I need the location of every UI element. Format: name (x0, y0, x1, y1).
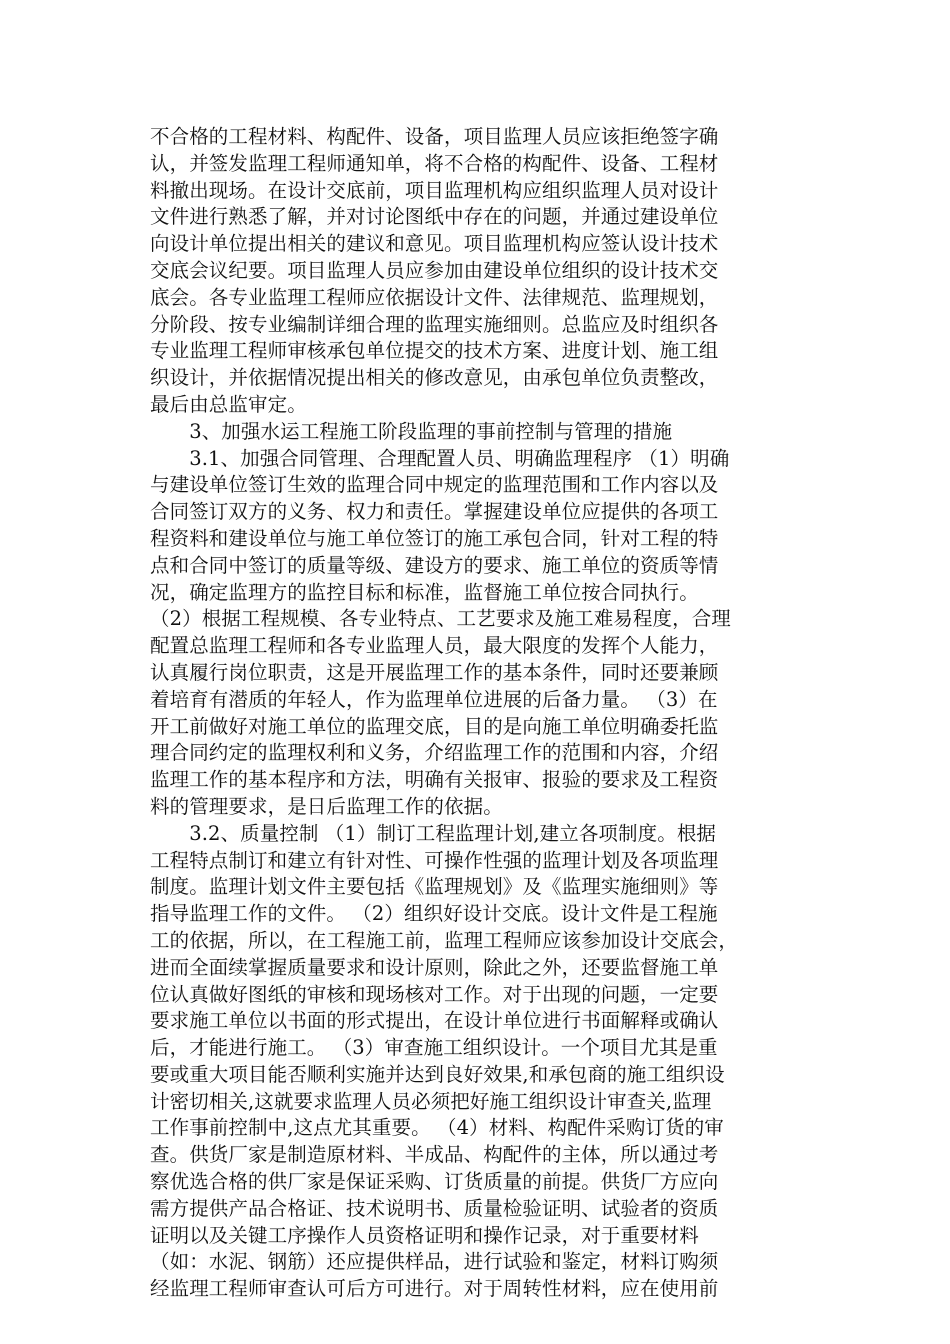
text-line: 向设计单位提出相关的建议和意见。项目监理机构应签认设计技术 (150, 232, 719, 256)
text-line: 配置总监理工程师和各专业监理人员，最大限度的发挥个人能力， (150, 634, 719, 658)
text-line: 专业监理工程师审核承包单位提交的技术方案、进度计划、施工组 (150, 339, 719, 363)
text-line: 分阶段、按专业编制详细合理的监理实施细则。总监应及时组织各 (150, 312, 719, 336)
text-line: 需方提供产品合格证、技术说明书、质量检验证明、试验者的资质 (150, 1196, 719, 1220)
text-line: 况，确定监理方的监控目标和标准，监督施工单位按合同执行。 (150, 580, 699, 604)
text-line: 程资料和建设单位与施工单位签订的施工承包合同，针对工程的特 (150, 526, 719, 550)
text-line: 认真履行岗位职责，这是开展监理工作的基本条件，同时还要兼顾 (150, 660, 719, 684)
text-line: 3、加强水运工程施工阶段监理的事前控制与管理的措施 (150, 419, 673, 443)
text-line: 经监理工程师审查认可后方可进行。对于周转性材料，应在使用前 (150, 1277, 719, 1301)
text-line: 制度。监理计划文件主要包括《监理规划》及《监理实施细则》等 (150, 875, 719, 899)
text-line: 着培育有潜质的年轻人，作为监理单位进展的后备力量。 （3）在 (150, 687, 718, 711)
text-line: 工作事前控制中,这点尤其重要。 （4）材料、构配件采购订货的审 (150, 1116, 724, 1140)
text-line: 文件进行熟悉了解，并对讨论图纸中存在的问题，并通过建设单位 (150, 205, 719, 229)
text-line: 点和合同中签订的质量等级、建设方的要求、施工单位的资质等情 (150, 553, 719, 577)
text-line: 底会。各专业监理工程师应依据设计文件、法律规范、监理规划， (150, 285, 719, 309)
text-line: 料的管理要求，是日后监理工作的依据。 (150, 794, 503, 818)
text-line: 要或重大项目能否顺利实施并达到良好效果,和承包商的施工组织设 (150, 1062, 725, 1086)
text-line: 3.1、加强合同管理、合理配置人员、明确监理程序 （1）明确 (150, 446, 730, 470)
text-line: 监理工作的基本程序和方法，明确有关报审、报验的要求及工程资 (150, 768, 719, 792)
text-line: 开工前做好对施工单位的监理交底，目的是向施工单位明确委托监 (150, 714, 719, 738)
text-line: 不合格的工程材料、构配件、设备，项目监理人员应该拒绝签字确 (150, 125, 719, 148)
text-line: 合同签订双方的义务、权力和责任。掌握建设单位应提供的各项工 (150, 500, 719, 524)
text-line: 料撤出现场。在设计交底前，项目监理机构应组织监理人员对设计 (150, 178, 719, 202)
text-line: 指导监理工作的文件。 （2）组织好设计交底。设计文件是工程施 (150, 902, 718, 926)
text-line: 后，才能进行施工。 （3）审查施工组织设计。一个项目尤其是重 (150, 1036, 718, 1060)
text-line: 工的依据，所以，在工程施工前，监理工程师应该参加设计交底会， (150, 928, 739, 952)
text-line: （2）根据工程规模、各专业特点、工艺要求及施工难易程度，合理 (150, 607, 731, 631)
text-line: 要求施工单位以书面的形式提出，在设计单位进行书面解释或确认 (150, 1009, 719, 1033)
text-line: 认，并签发监理工程师通知单，将不合格的构配件、设备、工程材 (150, 151, 719, 175)
body-text (150, 124, 800, 1303)
text-line: 计密切相关,这就要求监理人员必须把好施工组织设计审查关,监理 (150, 1089, 712, 1113)
text-line: 进而全面续掌握质量要求和设计原则，除此之外，还要监督施工单 (150, 955, 719, 979)
text-line: 位认真做好图纸的审核和现场核对工作。对于出现的问题，一定要 (150, 982, 719, 1006)
text-line: 查。供货厂家是制造原材料、半成品、构配件的主体，所以通过考 (150, 1143, 719, 1167)
text-line: 证明以及关键工序操作人员资格证明和操作记录，对于重要材料 (150, 1223, 699, 1247)
text-line: 理合同约定的监理权利和义务，介绍监理工作的范围和内容，介绍 (150, 741, 719, 765)
text-line: 与建设单位签订生效的监理合同中规定的监理范围和工作内容以及 (150, 473, 719, 497)
text-line: 3.2、质量控制 （1）制订工程监理计划,建立各项制度。根据 (150, 821, 717, 845)
text-line: 察优选合格的供厂家是保证采购、订货质量的前提。供货厂方应向 (150, 1170, 719, 1194)
text-line: 工程特点制订和建立有针对性、可操作性强的监理计划及各项监理 (150, 848, 719, 872)
text-line: （如：水泥、钢筋）还应提供样品，进行试验和鉴定，材料订购须 (150, 1250, 719, 1274)
text-line: 交底会议纪要。项目监理人员应参加由建设单位组织的设计技术交 (150, 258, 719, 282)
text-line: 最后由总监审定。 (150, 392, 307, 416)
text-line: 织设计，并依据情况提出相关的修改意见，由承包单位负责整改， (150, 366, 719, 390)
